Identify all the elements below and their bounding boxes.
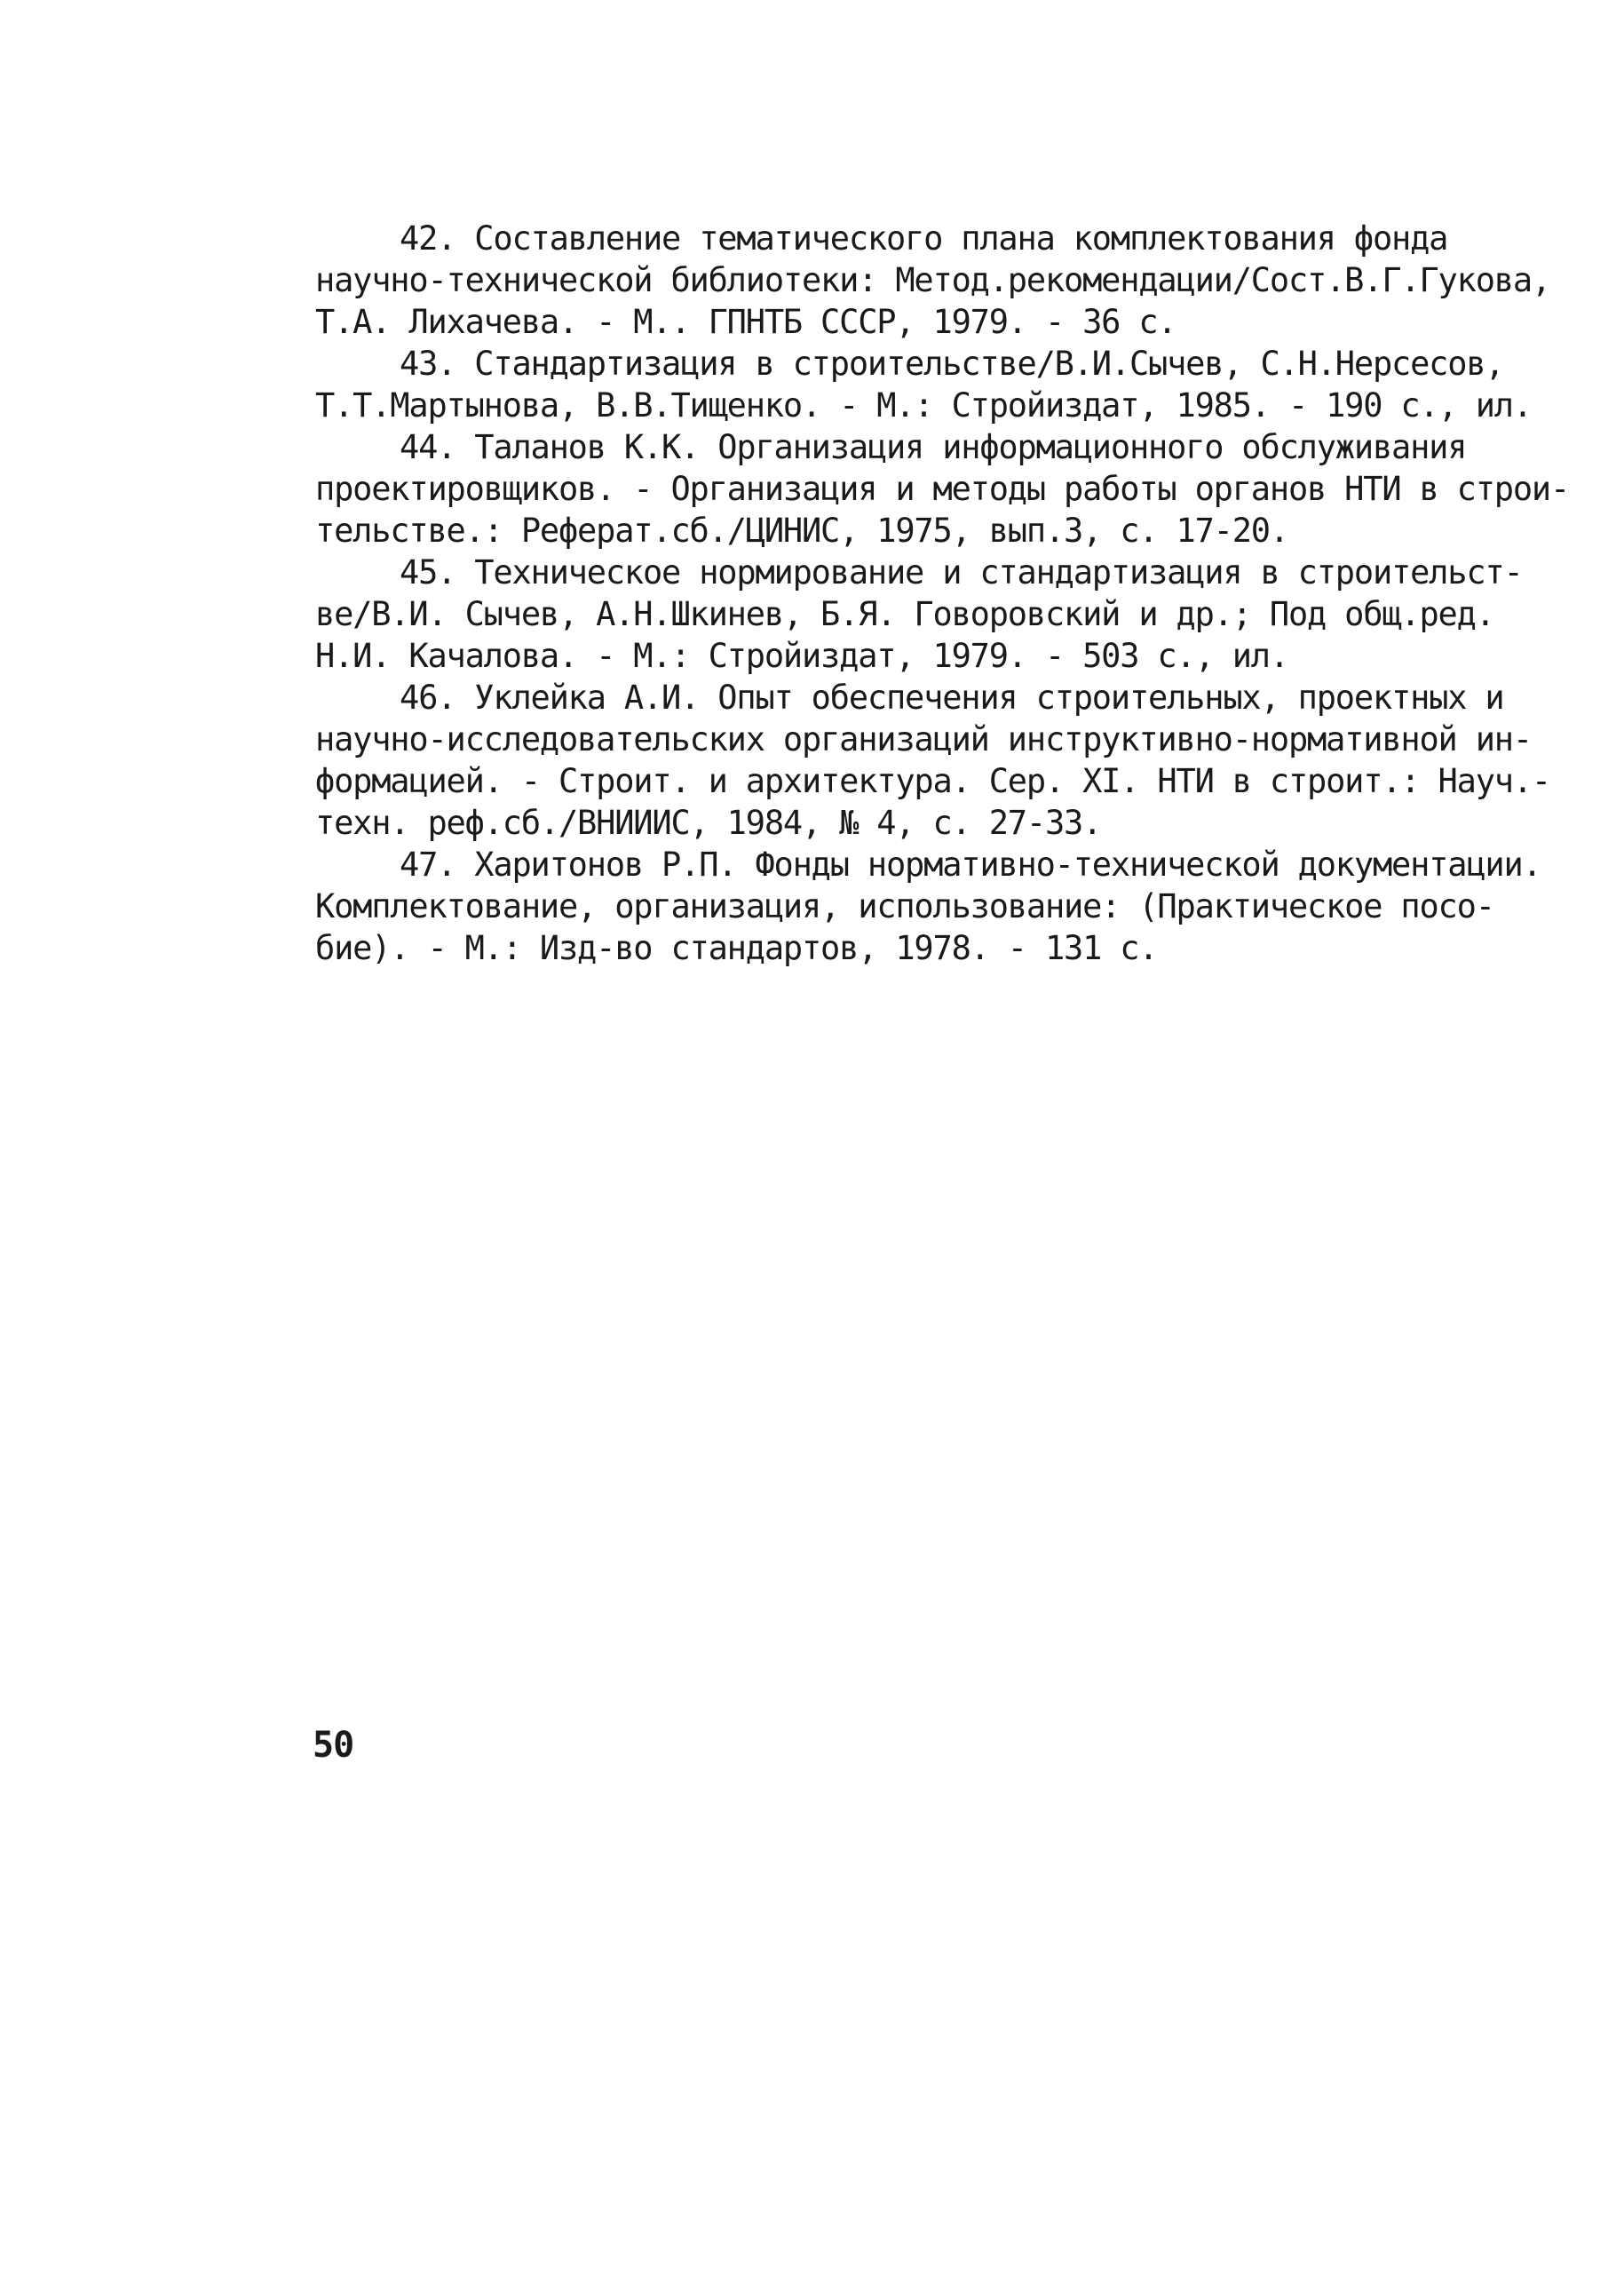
entry-line: техн. реф.сб./ВНИИИС, 1984, № 4, с. 27-33. <box>315 804 1102 842</box>
entry-line: ве/В.И. Сычев, А.Н.Шкинев, Б.Я. Говоровский и др.; Под общ.ред. <box>315 595 1494 633</box>
entry-line: бие). - М.: Изд-во стандартов, 1978. - 131 с. <box>315 929 1158 967</box>
page-number: 50 <box>313 1725 354 1766</box>
entry-line: проектировщиков. - Организация и методы работы органов НТИ в строи- <box>315 470 1570 508</box>
bibliography-entry-42 <box>315 218 1551 343</box>
bibliography-entry-45 <box>315 552 1523 677</box>
bibliography-entry-47 <box>315 844 1541 969</box>
entry-line: 45. Техническое нормирование и стандартизация в строительст- <box>400 553 1523 592</box>
bibliography-entry-46 <box>315 677 1551 844</box>
bibliography-entry-44 <box>315 426 1570 552</box>
entry-line: научно-исследовательских организаций инструктивно-нормативной ин- <box>315 720 1532 758</box>
entry-line: формацией. - Строит. и архитектура. Сер. XI. НТИ в строит.: Науч.- <box>315 762 1551 800</box>
entry-line: 42. Составление тематического плана комплектования фонда <box>400 219 1448 258</box>
entry-line: 44. Таланов К.К. Организация информационного обслуживания <box>400 428 1467 466</box>
entry-line: 46. Уклейка А.И. Опыт обеспечения строительных, проектных и <box>400 679 1504 717</box>
bibliography-entry-43 <box>315 343 1532 426</box>
entry-line: Т.Т.Мартынова, В.В.Тищенко. - М.: Стройиздат, 1985. - 190 с., ил. <box>315 386 1532 425</box>
entry-line: тельстве.: Реферат.сб./ЦИНИС, 1975, вып.3, с. 17-20. <box>315 512 1288 550</box>
entry-line: научно-технической библиотеки: Метод.рекомендации/Сост.В.Г.Гукова, <box>315 261 1551 299</box>
entry-line: 47. Харитонов Р.П. Фонды нормативно-технической документации. <box>400 846 1541 884</box>
entry-line: Н.И. Качалова. - М.: Стройиздат, 1979. - 503 с., ил. <box>315 637 1288 675</box>
entry-line: Комплектование, организация, использование: (Практическое посо- <box>315 887 1494 925</box>
entry-line: 43. Стандартизация в строительстве/В.И.Сычев, С.Н.Нерсесов, <box>400 345 1504 383</box>
bibliography-list <box>315 218 1570 969</box>
entry-line: Т.А. Лихачева. - М.. ГПНТБ СССР, 1979. - 36 с. <box>315 303 1176 341</box>
